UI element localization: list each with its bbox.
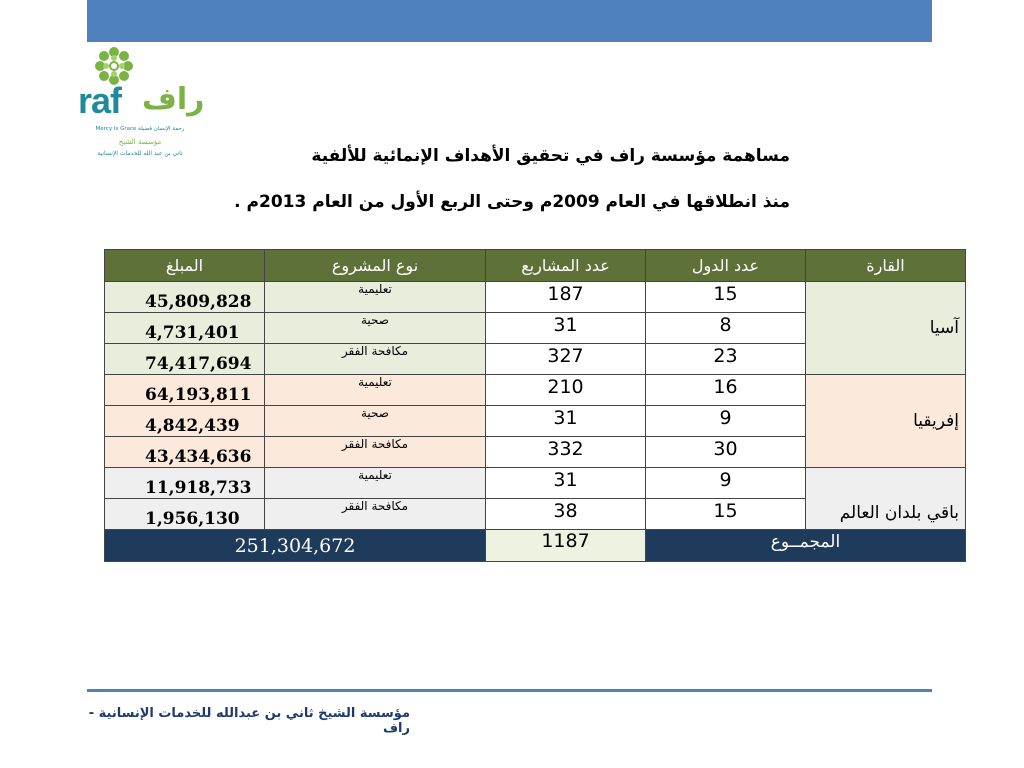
type-cell: تعليمية [265, 282, 486, 313]
footer-text: مؤسسة الشيخ ثاني بن عبدالله للخدمات الإنسانية - راف [88, 706, 410, 736]
projects-cell: 31 [486, 406, 646, 437]
type-cell: مكافحة الفقر [265, 344, 486, 375]
table-row [105, 375, 966, 406]
table-row [105, 468, 966, 499]
table-row [105, 282, 966, 313]
type-cell: مكافحة الفقر [265, 437, 486, 468]
table-header-row [105, 250, 966, 282]
continent-cell-rest-of-world: باقي بلدان العالم [806, 468, 966, 530]
countries-cell: 9 [646, 406, 806, 437]
amount-cell: 4,731,401 [105, 313, 265, 344]
amount-cell: 45,809,828 [105, 282, 265, 313]
continent-cell-africa: إفريقيا [806, 375, 966, 468]
table-total-row [105, 530, 966, 562]
amount-cell: 64,193,811 [105, 375, 265, 406]
total-label: المجمــوع [646, 530, 966, 562]
projects-cell: 38 [486, 499, 646, 530]
logo-latin-wordmark: raf [78, 80, 122, 121]
header-type: نوع المشروع [265, 250, 486, 282]
type-cell: مكافحة الفقر [265, 499, 486, 530]
countries-cell: 30 [646, 437, 806, 468]
projects-cell: 332 [486, 437, 646, 468]
total-projects: 1187 [486, 530, 646, 562]
projects-table [104, 249, 966, 562]
logo-arabic-wordmark: راف [142, 82, 205, 117]
logo-org-line2: ثاني بن عبد الله للخدمات الإنسانية [97, 150, 183, 157]
amount-cell: 74,417,694 [105, 344, 265, 375]
projects-cell: 31 [486, 313, 646, 344]
type-cell: تعليمية [265, 468, 486, 499]
raf-logo [74, 44, 206, 168]
countries-cell: 15 [646, 282, 806, 313]
countries-cell: 16 [646, 375, 806, 406]
top-accent-bar [87, 0, 932, 42]
logo-org-line1: مؤسسة الشيخ [118, 138, 162, 146]
type-cell: صحية [265, 406, 486, 437]
logo-tagline: Mercy Is Grace رحمة الإنسان فضيلة [95, 126, 185, 132]
countries-cell: 9 [646, 468, 806, 499]
projects-cell: 187 [486, 282, 646, 313]
amount-cell: 1,956,130 [105, 499, 265, 530]
page-title-line1: مساهمة مؤسسة راف في تحقيق الأهداف الإنمائية للألفية [311, 146, 790, 166]
type-cell: صحية [265, 313, 486, 344]
projects-cell: 31 [486, 468, 646, 499]
header-projects: عدد المشاريع [486, 250, 646, 282]
total-amount: 251,304,672 [105, 530, 486, 562]
amount-cell: 4,842,439 [105, 406, 265, 437]
header-countries: عدد الدول [646, 250, 806, 282]
logo-wordmark [74, 80, 206, 124]
projects-cell: 327 [486, 344, 646, 375]
amount-cell: 43,434,636 [105, 437, 265, 468]
countries-cell: 8 [646, 313, 806, 344]
projects-cell: 210 [486, 375, 646, 406]
countries-cell: 15 [646, 499, 806, 530]
continent-cell-asia: آسيا [806, 282, 966, 375]
amount-cell: 11,918,733 [105, 468, 265, 499]
header-amount: المبلغ [105, 250, 265, 282]
header-continent: القارة [806, 250, 966, 282]
page-title-line2: منذ انطلاقها في العام 2009م وحتى الربع الأول من العام 2013م . [234, 192, 790, 212]
type-cell: تعليمية [265, 375, 486, 406]
countries-cell: 23 [646, 344, 806, 375]
footer-divider [87, 689, 932, 692]
